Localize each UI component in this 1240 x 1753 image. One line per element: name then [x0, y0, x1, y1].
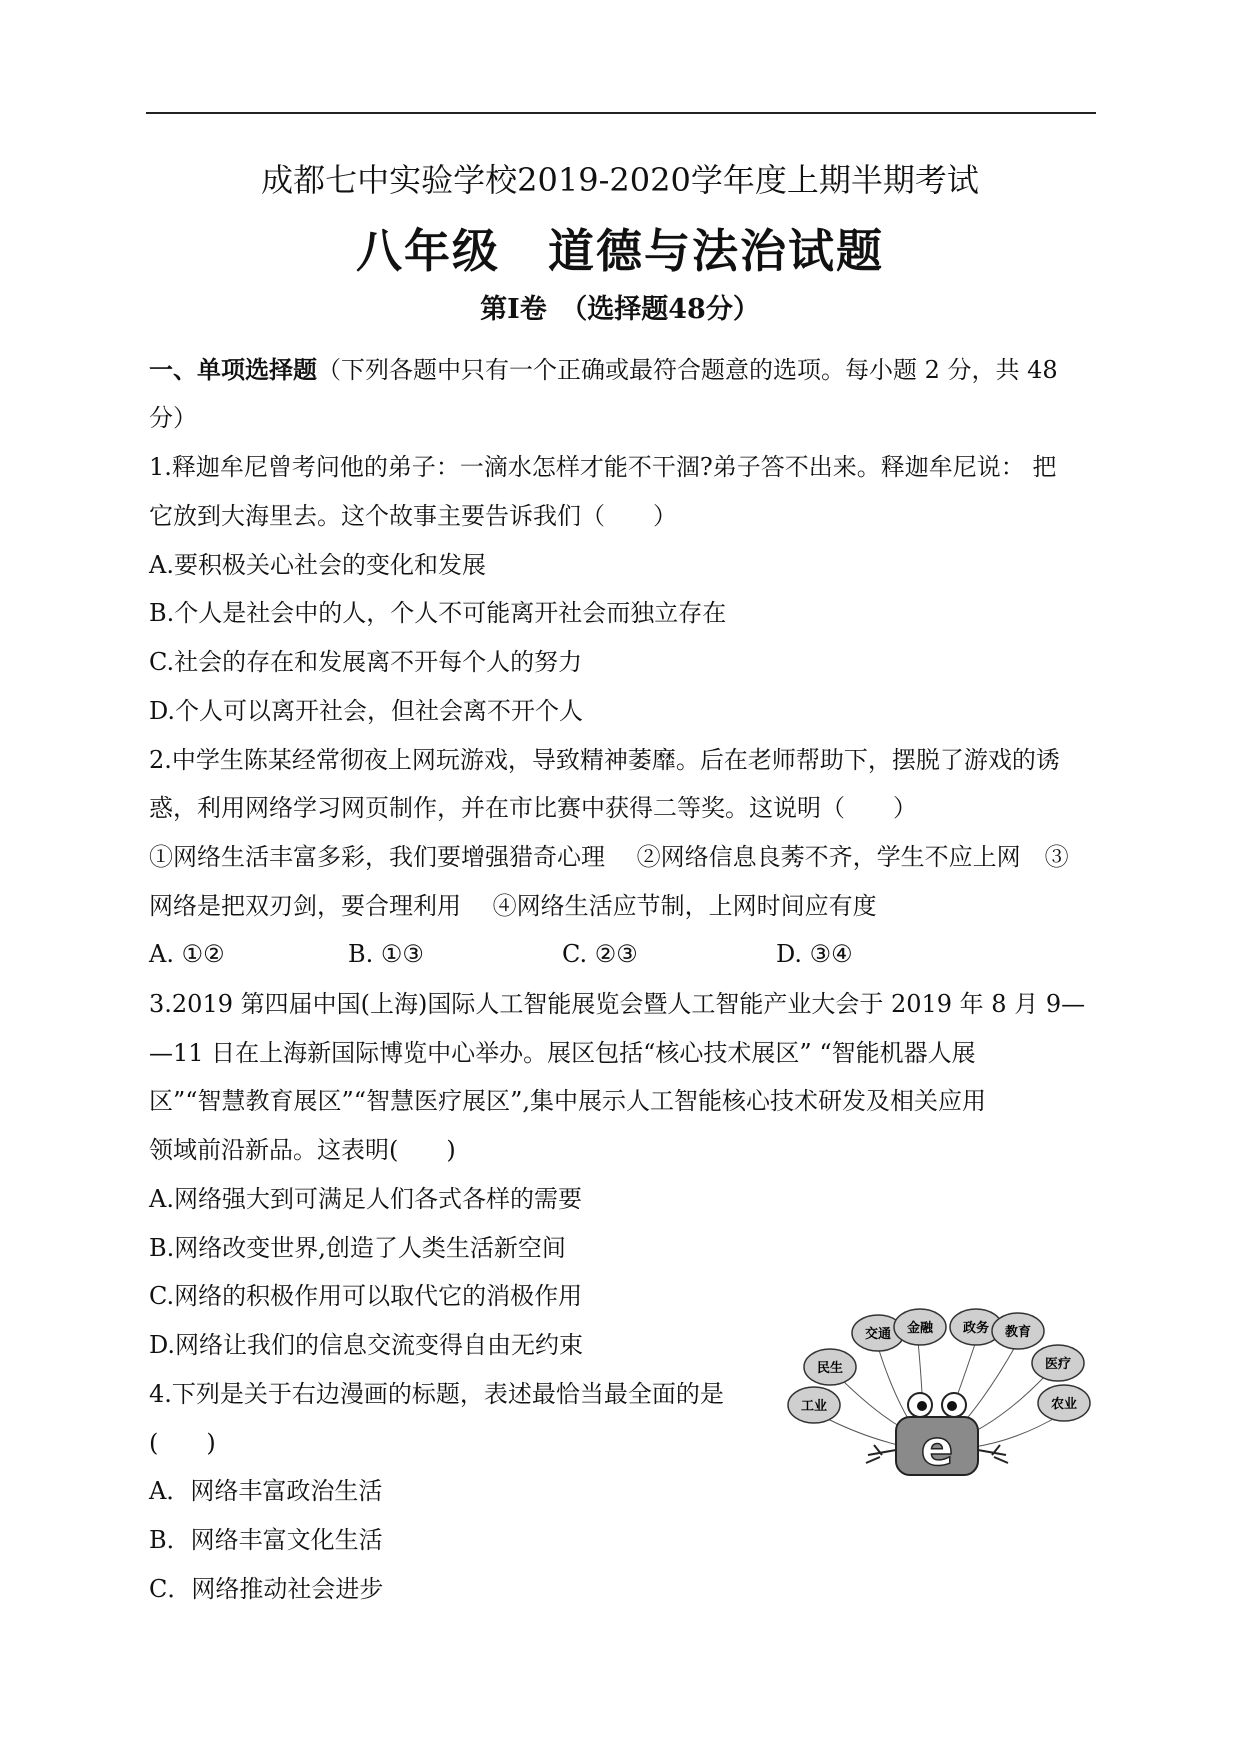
- question-2-line-3: ①网络生活丰富多彩，我们要增强猎奇心理 ②网络信息良莠不齐，学生不应上网 ③: [149, 843, 1069, 871]
- svg-text:工业: 工业: [800, 1399, 828, 1414]
- question-3-option-b: B.网络改变世界,创造了人类生活新空间: [149, 1234, 566, 1262]
- svg-text:e: e: [920, 1421, 954, 1477]
- question-4-line-2: ( ): [149, 1429, 216, 1457]
- question-3-option-a: A.网络强大到可满足人们各式各样的需要: [149, 1185, 582, 1213]
- question-3-line-3: 区”“智慧教育展区”“智慧医疗展区”,集中展示人工智能核心技术研发及相关应用: [149, 1087, 986, 1115]
- svg-text:民生: 民生: [816, 1361, 844, 1376]
- question-2-option-c: C. ②③: [562, 940, 638, 968]
- svg-text:农业: 农业: [1050, 1397, 1078, 1412]
- section-instruction: [149, 355, 1058, 385]
- school-title: 成都七中实验学校2019-2020学年度上期半期考试: [261, 161, 979, 199]
- section-instruction-text: （下列各题中只有一个正确或最符合题意的选项。每小题 2 分，共 48: [317, 356, 1058, 384]
- question-3-option-c: C.网络的积极作用可以取代它的消极作用: [149, 1282, 583, 1310]
- section-instruction-cont: 分）: [149, 404, 197, 432]
- question-3-line-2: —11 日在上海新国际博览中心举办。展区包括“核心技术展区” “智能机器人展: [149, 1039, 976, 1067]
- network-cartoon: [778, 1305, 1096, 1480]
- e-character: [866, 1393, 1008, 1477]
- balloon-yiliao: [1032, 1345, 1084, 1381]
- question-2-option-b: B. ①③: [348, 940, 424, 968]
- svg-text:医疗: 医疗: [1044, 1357, 1072, 1372]
- volume-title: 第Ⅰ卷 （选择题48分）: [480, 294, 760, 325]
- svg-text:金融: 金融: [906, 1321, 934, 1336]
- svg-text:交通: 交通: [864, 1327, 892, 1342]
- question-1-line-2: 它放到大海里去。这个故事主要告诉我们（ ）: [149, 502, 677, 530]
- question-1-option-b: B.个人是社会中的人，个人不可能离开社会而独立存在: [149, 599, 727, 627]
- subject-title: 八年级 道德与法治试题: [356, 224, 884, 278]
- balloon-jiaoyu: [992, 1313, 1044, 1349]
- balloon-nongye: [1038, 1385, 1090, 1421]
- header-rule: [146, 112, 1096, 114]
- question-2-line-2: 惑，利用网络学习网页制作，并在市比赛中获得二等奖。这说明（ ）: [149, 794, 917, 822]
- svg-text:政务: 政务: [962, 1321, 990, 1336]
- balloon-gongye: [788, 1387, 840, 1423]
- question-1-option-d: D.个人可以离开社会，但社会离不开个人: [149, 697, 584, 725]
- question-3-option-d: D.网络让我们的信息交流变得自由无约束: [149, 1331, 584, 1359]
- question-2-option-a: A. ①②: [149, 940, 225, 968]
- question-4-option-c: C．网络推动社会进步: [149, 1575, 384, 1603]
- question-4-option-b: B．网络丰富文化生活: [149, 1526, 383, 1554]
- question-1-option-a: A.要积极关心社会的变化和发展: [149, 551, 486, 579]
- question-2-line-4: 网络是把双刃剑，要合理利用 ④网络生活应节制，上网时间应有度: [149, 892, 877, 920]
- balloon-minsheng: [804, 1349, 856, 1385]
- question-2-line-1: 2.中学生陈某经常彻夜上网玩游戏，导致精神萎靡。后在老师帮助下，摆脱了游戏的诱: [149, 746, 1060, 774]
- question-2-option-d: D. ③④: [776, 940, 853, 968]
- question-1-line-1: 1.释迦牟尼曾考问他的弟子：一滴水怎样才能不干涸?弟子答不出来。释迦牟尼说： 把: [149, 453, 1057, 481]
- svg-text:教育: 教育: [1004, 1325, 1032, 1340]
- section-heading: 一、单项选择题: [149, 355, 317, 384]
- question-4-option-a: A．网络丰富政治生活: [149, 1477, 383, 1505]
- question-4-line-1: 4.下列是关于右边漫画的标题，表述最恰当最全面的是: [149, 1380, 724, 1408]
- question-3-line-1: 3.2019 第四届中国(上海)国际人工智能展览会暨人工智能产业大会于 2019 年 8 月 9—: [149, 990, 1086, 1018]
- question-3-line-4: 领域前沿新品。这表明( ): [149, 1136, 456, 1164]
- question-1-option-c: C.社会的存在和发展离不开每个人的努力: [149, 648, 583, 676]
- balloon-jinrong: [894, 1309, 946, 1345]
